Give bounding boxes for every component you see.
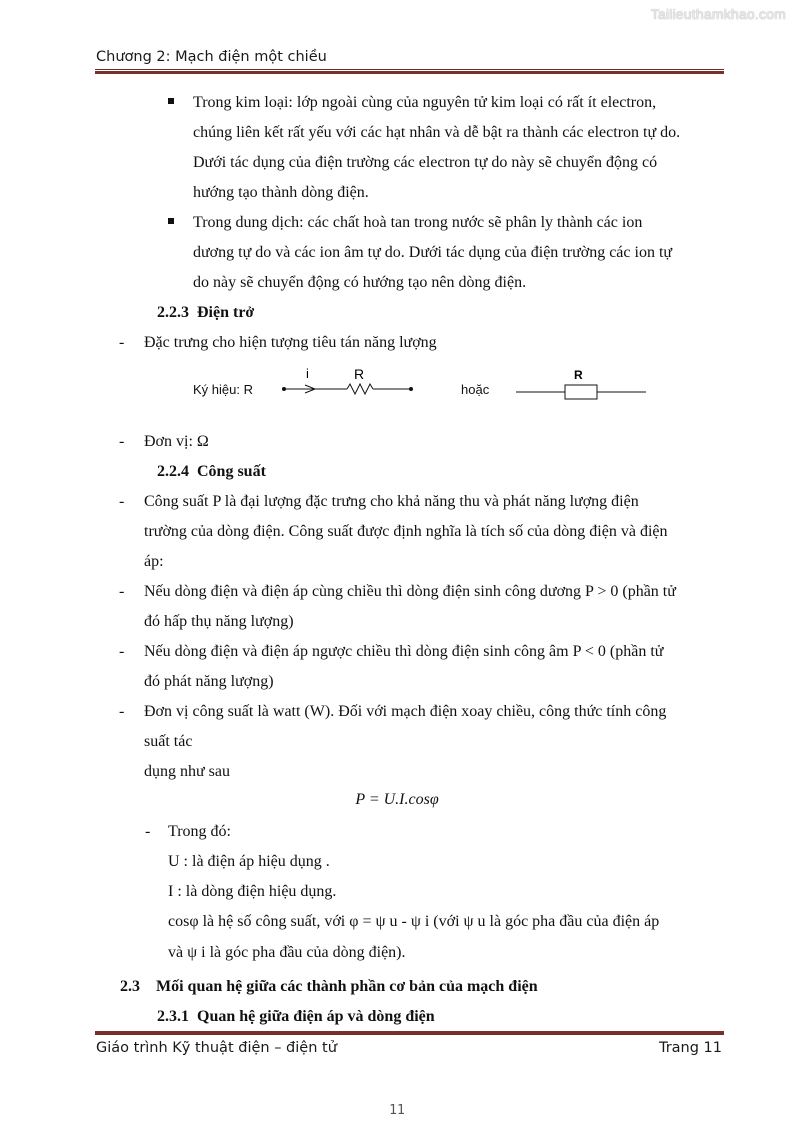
- chapter-header: Chương 2: Mạch điện một chiều: [96, 49, 327, 65]
- current-label: i: [306, 366, 309, 381]
- i-definition: I : là dòng điện hiệu dụng.: [168, 883, 337, 900]
- where-label: Trong đó:: [168, 823, 231, 840]
- bullet-2-line-1: Trong dung dịch: các chất hoà tan trong nước sẽ phân ly thành các ion: [193, 214, 643, 231]
- resistor-box: [565, 385, 597, 399]
- unit-line: Đơn vị: Ω: [144, 433, 209, 450]
- power-formula: P = U.I.cosφ: [355, 791, 439, 808]
- section-heading-2-2-3: [157, 303, 254, 323]
- resistor-description: Đặc trưng cho hiện tượng tiêu tán năng lượng: [144, 334, 437, 351]
- dash-marker: -: [119, 643, 125, 660]
- dash-marker: -: [119, 493, 125, 510]
- section-number: 2.2.3: [157, 304, 189, 321]
- power-item-3-line-2: đó phát năng lượng): [144, 673, 274, 690]
- resistor-zigzag: [347, 384, 373, 394]
- dash-marker: -: [119, 583, 125, 600]
- dash-marker: -: [119, 334, 125, 351]
- dash-marker: -: [145, 823, 151, 840]
- bullet-1-line-1: Trong kim loại: lớp ngoài cùng của nguyên tử kim loại có rất ít electron,: [193, 94, 657, 111]
- resistor-label: R: [574, 368, 583, 382]
- section-title: Quan hệ giữa điện áp và dòng điện: [197, 1008, 435, 1025]
- resistor-zigzag-diagram: [275, 362, 420, 402]
- page-number: 11: [389, 1103, 405, 1118]
- power-item-2-line-2: đó hấp thụ năng lượng): [144, 613, 294, 630]
- bullet-1-line-2: chúng liên kết rất yếu với các hạt nhân và dễ bật ra thành các electron tự do.: [193, 124, 681, 141]
- cos-definition-line-1: cosφ là hệ số công suất, với φ = ψ u - ψ i (với ψ u là góc pha đầu của điện áp: [168, 913, 660, 930]
- dash-marker: -: [119, 703, 125, 720]
- power-item-2-line-1: Nếu dòng điện và điện áp cùng chiều thì dòng điện sinh công dương P > 0 (phần tử: [144, 583, 676, 600]
- bullet-square-icon: [168, 98, 174, 104]
- section-number: 2.2.4: [157, 463, 189, 480]
- section-title: Công suất: [197, 463, 266, 480]
- power-item-1-line-1: Công suất P là đại lượng đặc trưng cho khả năng thu và phát năng lượng điện: [144, 493, 639, 510]
- u-definition: U : là điện áp hiệu dụng .: [168, 853, 330, 870]
- footer-page-label: Trang 11: [658, 1040, 722, 1056]
- bullet-2-line-2: dương tự do và các ion âm tự do. Dưới tác dụng của điện trường các ion tự: [193, 244, 673, 261]
- section-heading-2-3: [120, 977, 538, 997]
- power-item-1-line-2: trường của dòng điện. Công suất được định nghĩa là tích số của dòng điện và điện: [144, 523, 668, 540]
- resistor-label: R: [354, 366, 365, 382]
- section-number: 2.3.1: [157, 1008, 189, 1025]
- power-item-4-line-1: Đơn vị công suất là watt (W). Đối với mạch điện xoay chiều, công thức tính công: [144, 703, 667, 720]
- symbol-label: Ký hiệu: R: [193, 382, 253, 397]
- section-number: 2.3: [120, 978, 140, 995]
- section-title: Điện trở: [197, 304, 255, 321]
- dash-marker: -: [119, 433, 125, 450]
- footer-rule: [95, 1030, 724, 1035]
- section-title: Mối quan hệ giữa các thành phần cơ bản của mạch điện: [156, 978, 538, 995]
- header-rule: [95, 69, 724, 74]
- resistor-box-diagram: [515, 366, 650, 402]
- bullet-2-line-3: do này sẽ chuyển động có hướng tạo nên dòng điện.: [193, 274, 527, 291]
- power-item-1-line-3: áp:: [144, 553, 164, 570]
- section-heading-2-3-1: [157, 1007, 435, 1027]
- bullet-1-line-4: hướng tạo thành dòng điện.: [193, 184, 369, 201]
- cos-definition-line-2: và ψ i là góc pha đầu của dòng điện).: [168, 944, 406, 961]
- power-item-4-line-2: suất tác: [144, 733, 193, 750]
- or-label: hoặc: [461, 382, 490, 397]
- watermark: Tailieuthamkhao.com: [650, 6, 786, 22]
- bullet-1-line-3: Dưới tác dụng của điện trường các electron tự do này sẽ chuyển động có: [193, 154, 658, 171]
- terminal-dot: [409, 387, 413, 391]
- footer-book-title: Giáo trình Kỹ thuật điện – điện tử: [96, 1040, 337, 1056]
- power-item-3-line-1: Nếu dòng điện và điện áp ngược chiều thì dòng điện sinh công âm P < 0 (phần tử: [144, 643, 664, 660]
- bullet-square-icon: [168, 218, 174, 224]
- section-heading-2-2-4: [157, 462, 266, 482]
- extra-line: dụng như sau: [144, 763, 230, 780]
